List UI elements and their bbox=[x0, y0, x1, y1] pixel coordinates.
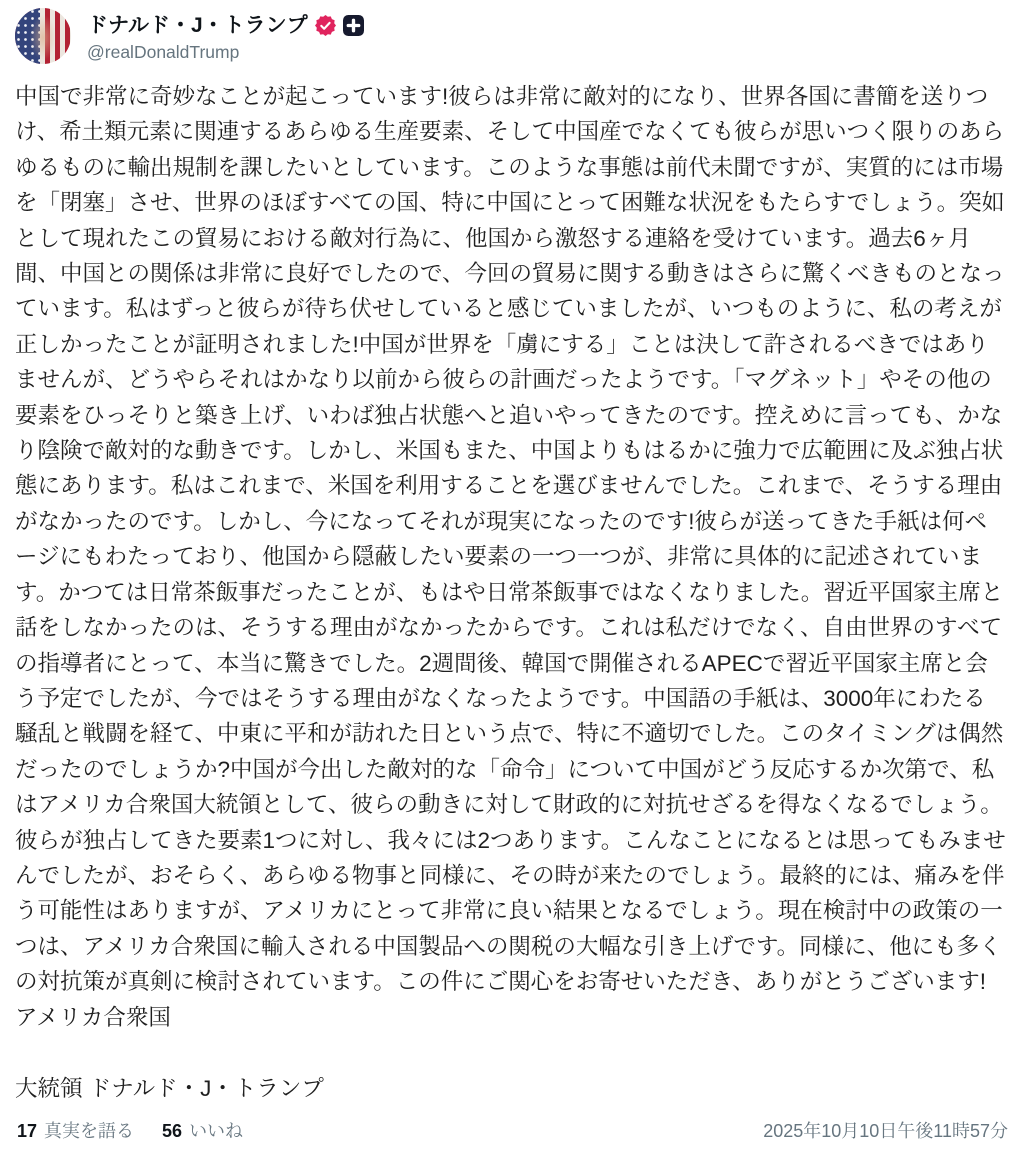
author-display-name[interactable]: ドナルド・J・トランプ bbox=[87, 14, 308, 37]
author-info bbox=[87, 8, 364, 63]
verified-check-icon bbox=[315, 15, 336, 36]
post-stats bbox=[17, 1117, 243, 1143]
avatar-face bbox=[30, 15, 57, 60]
likes-label: いいね bbox=[189, 1121, 244, 1141]
post-timestamp[interactable]: 2025年10月10日午後11時57分 bbox=[763, 1121, 1008, 1141]
post-footer bbox=[17, 1117, 1008, 1143]
post-signature: 大統領 ドナルド・J・トランプ bbox=[15, 1075, 324, 1101]
plus-badge-icon bbox=[343, 15, 364, 36]
likes-count: 56 bbox=[162, 1121, 183, 1141]
retruths-label: 真実を語る bbox=[44, 1121, 135, 1141]
retruths-stat[interactable] bbox=[17, 1117, 134, 1143]
likes-stat[interactable] bbox=[162, 1117, 243, 1143]
author-name-row bbox=[87, 13, 364, 38]
post-header bbox=[15, 8, 1008, 64]
author-handle[interactable]: @realDonaldTrump bbox=[87, 42, 240, 63]
retruths-count: 17 bbox=[17, 1121, 38, 1141]
avatar[interactable] bbox=[15, 8, 71, 64]
post-body-text: 中国で非常に奇妙なことが起こっています!彼らは非常に敵対的になり、世界各国に書簡を送りつけ、希土類元素に関連するあらゆる生産要素、そして中国産でなくても彼らが思いつく限りのあらゆるものに輸出規制を課したいとしています。このような事態は前代未聞ですが、実質的には市場を「閉塞」させ、世界のほぼすべての国、特に中国にとって困難な状況をもたらすでしょう。突如として現れたこの貿易における敵対行為に、他国から激怒する連絡を受けています。過去6ヶ月間、中国との関係は非常に良好でしたので、今回の貿易に関する動きはさらに驚くべきものとなっています。私はずっと彼らが待ち伏せしていると感じていましたが、いつものように、私の考えが正しかったことが証明されました!中国が世界を「虜にする」ことは決して許されるべきではありませんが、どうやらそれはかなり以前から彼らの計画だったようです。「マグネット」やその他の要素をひっそりと築き上げ、いわば独占状態へと追いやってきたのです。控えめに言っても、かなり陰険で敵対的な動きです。しかし、米国もまた、中国よりもはるかに強力で広範囲に及ぶ独占状態にあります。私はこれまで、米国を利用することを選びませんでした。これまで、そうする理由がなかったのです。しかし、今になってそれが現実になったのです!彼らが送ってきた手紙は何ページにもわたっており、他国から隠蔽したい要素の一つ一つが、非常に具体的に記述されています。かつては日常茶飯事だったことが、もはや日常茶飯事ではなくなりました。習近平国家主席と話をしなかったのは、そうする理由がなかったからです。これは私だけでなく、自由世界のすべての指導者にとって、本当に驚きでした。2週間後、韓国で開催されるAPECで習近平国家主席と会う予定でしたが、今ではそうする理由がなくなったようです。中国語の手紙は、3000年にわたる騒乱と戦闘を経て、中東に平和が訪れた日という点で、特に不適切でした。このタイミングは偶然だったのでしょうか?中国が今出した敵対的な「命令」について中国がどう反応するか次第で、私はアメリカ合衆国大統領として、彼らの動きに対して財政的に対抗せざるを得なくなるでしょう。彼らが独占してきた要素1つに対し、我々には2つあります。こんなことになるとは思ってもみませんでしたが、おそらく、あらゆる物事と同様に、その時が来たのでしょう。最終的には、痛みを伴う可能性はありますが、アメリカにとって非常に良い結果となるでしょう。現在検討中の政策の一つは、アメリカ合衆国に輸入される中国製品への関税の大幅な引き上げです。同様に、他にも多くの対抗策が真剣に検討されています。この件にご関心をお寄せいただき、ありがとうございます! アメリカ合衆国 bbox=[15, 84, 1006, 1030]
